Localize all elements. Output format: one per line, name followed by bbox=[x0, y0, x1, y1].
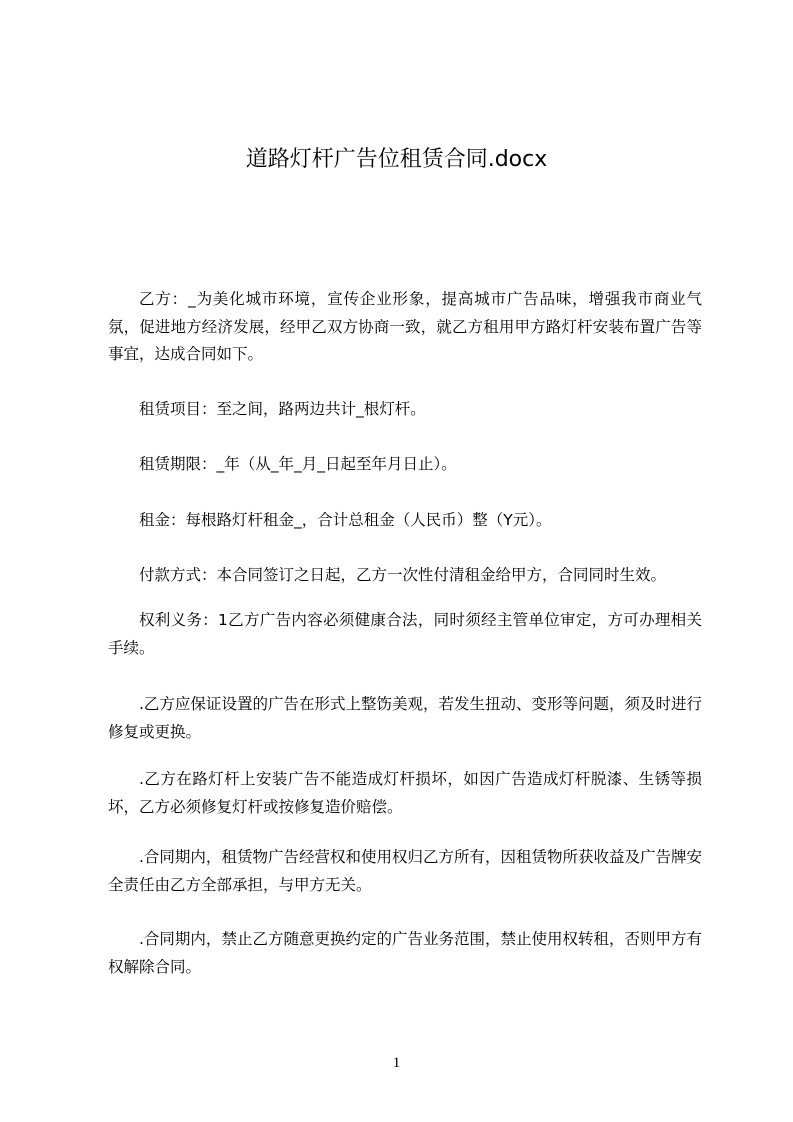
paragraph-lease-item: 租赁项目：至之间，路两边共计_根灯杆。 bbox=[139, 400, 426, 418]
paragraph-rights-3: .乙方在路灯杆上安装广告不能造成灯杆损坏，如因广告造成灯杆脱漆、生锈等损坏，乙方必须修复灯杆或按修复造价赔偿。 bbox=[108, 770, 702, 816]
paragraph-preamble: 乙方：_为美化城市环境，宣传企业形象，提高城市广告品味，增强我市商业气氛，促进地方经济发展，经甲乙双方协商一致，就乙方租用甲方路灯杆安装布置广告等事宜，达成合同如下。 bbox=[108, 290, 702, 363]
paragraph-rent: 租金：每根路灯杆租金_，合计总租金（人民币）整（Y元）。 bbox=[139, 511, 552, 529]
paragraph-rights-5: .合同期内，禁止乙方随意更换约定的广告业务范围，禁止使用权转租，否则甲方有权解除合同。 bbox=[108, 930, 702, 976]
paragraph-rights-4: .合同期内，租赁物广告经营权和使用权归乙方所有，因租赁物所获收益及广告牌安全责任由乙方全部承担，与甲方无关。 bbox=[108, 848, 702, 894]
page-number: 1 bbox=[392, 1055, 401, 1071]
paragraph-payment: 付款方式：本合同签订之日起，乙方一次性付清租金给甲方，合同同时生效。 bbox=[139, 566, 667, 584]
paragraph-rights-2: .乙方应保证设置的广告在形式上整饬美观，若发生扭动、变形等问题，须及时进行修复或更换。 bbox=[108, 695, 702, 741]
document-title: 道路灯杆广告位租赁合同.docx bbox=[245, 147, 548, 172]
paragraph-rights-1: 权利义务：1乙方广告内容必须健康合法，同时须经主管单位审定，方可办理相关手续。 bbox=[108, 611, 702, 657]
paragraph-lease-term: 租赁期限：_年（从_年_月_日起至年月日止）。 bbox=[139, 455, 457, 473]
